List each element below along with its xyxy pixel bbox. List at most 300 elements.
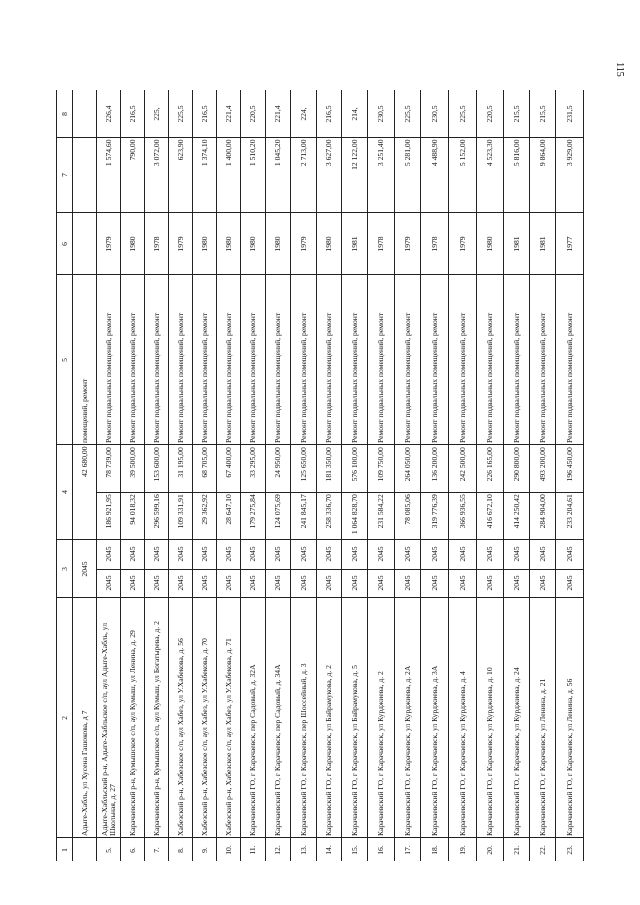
sub-cell — [241, 569, 265, 598]
cell-text: Карачаевский ГО, г Карачаевск, ул Курджиева, д. 10 — [484, 666, 494, 836]
sub-cell — [477, 569, 503, 598]
sub-cell — [121, 569, 144, 598]
cell-text: Ремонт подвальных помещений, ремонт — [298, 312, 308, 443]
cell-text: 1981 — [537, 235, 547, 252]
sub-cell — [241, 445, 265, 493]
cell-text: 2045 — [151, 575, 161, 591]
cell-text: Карачаевский ГО, г Карачаевск, ул Курджиева, д. 2А — [402, 665, 412, 836]
col-price-cell — [395, 90, 420, 137]
cell-text: 2045 — [537, 546, 547, 562]
col-num-cell — [73, 837, 96, 861]
sub-cell — [342, 569, 367, 598]
col-cost-cell — [121, 444, 144, 539]
col-year-cell — [145, 539, 168, 597]
col-cost-cell — [342, 444, 367, 539]
sub-cell — [395, 540, 420, 570]
col-area-cell — [368, 137, 394, 212]
col-area-cell — [291, 137, 316, 212]
cell-text: 24 950,00 — [272, 446, 282, 478]
cell-text: 2045 — [199, 546, 209, 562]
sub-cell — [169, 540, 192, 570]
sub-cell — [217, 569, 240, 598]
cell-text: 2045 — [127, 575, 137, 591]
sub-cell — [421, 445, 448, 493]
sub-cell — [291, 540, 316, 570]
cell-text: 2045 — [272, 546, 282, 562]
table-row — [367, 90, 394, 861]
sub-cell — [241, 492, 265, 539]
cell-text: Карачаевский ГО, г Карачаевск, ул Курджиева, д. 2 — [375, 670, 385, 836]
col-price-cell — [342, 90, 367, 137]
cell-text: Ремонт подвальных помещений, ремонт — [537, 312, 547, 443]
cell-text: 3 072,00 — [151, 139, 161, 167]
cell-text: 2045 — [298, 546, 308, 562]
sub-cell — [121, 540, 144, 570]
col-work-cell — [421, 274, 448, 444]
sub-cell — [530, 569, 555, 598]
cell-text: Ремонт подвальных помещений, ремонт — [223, 312, 233, 443]
col-area-cell — [145, 137, 168, 212]
col-area-cell — [97, 137, 120, 212]
col-area-cell — [266, 137, 290, 212]
cell-text: 5 152,00 — [457, 139, 467, 167]
cell-text: 1980 — [199, 235, 209, 252]
col-year-cell — [368, 539, 394, 597]
cell-text: Карачаевский ГО, г Карачаевск, ул Ленина, д. 56 — [564, 678, 574, 836]
col-address-cell — [266, 597, 290, 837]
col-year-cell — [477, 539, 503, 597]
cell-text: Карачаевский ГО, г Карачаевск, ул Байрамукова, д. 5 — [349, 664, 359, 836]
cell-text: Хабезский р-н, Хабезское с/п, аул Хабез, ул У.Хабекова, д. 70 — [199, 637, 209, 836]
col-work-cell — [504, 274, 529, 444]
table-row — [240, 90, 265, 861]
col-built-cell — [530, 212, 555, 274]
cell-text: 290 800,00 — [511, 446, 521, 481]
col-year-cell — [556, 539, 583, 597]
sub-cell — [449, 492, 476, 539]
col-cost-cell — [395, 444, 420, 539]
cell-text: 1979 — [298, 235, 308, 252]
cell-text: Ремонт подвальных помещений, ремонт — [402, 312, 412, 443]
col-area-cell — [317, 137, 341, 212]
cell-text: 623,90 — [175, 139, 185, 161]
col-cost-cell — [421, 444, 448, 539]
col-cost-cell — [97, 444, 120, 539]
cell-text: 214, — [349, 106, 359, 121]
cell-text: Адыге-Хабль, ул Хусена Гашокова, д 7 — [79, 710, 89, 836]
table-row — [476, 90, 503, 861]
sub-cell — [368, 540, 394, 570]
table-row — [290, 90, 316, 861]
col-price-cell — [193, 90, 216, 137]
cell-text: 1980 — [323, 235, 333, 252]
cell-text: 67 400,00 — [223, 446, 233, 478]
col-price-cell — [317, 90, 341, 137]
cell-text: Карачаевский ГО, г Карачаевск, ул Ленина, д. 21 — [537, 678, 547, 836]
cell-text: Карачаевский р-н, Кумышское с/п, аул Кумыш, ул Ленина, д. 29 — [127, 629, 137, 836]
cell-text: 1 574,60 — [103, 139, 113, 167]
cell-text: Карачаевский ГО, г Карачаевск, ул Курджиева, д. 4 — [457, 670, 467, 836]
col-num-cell — [317, 837, 341, 861]
cell-text: 12. — [272, 844, 282, 855]
col-built-cell — [121, 212, 144, 274]
col-area-cell — [504, 137, 529, 212]
cell-text: 1 045,20 — [272, 139, 282, 167]
sub-cell — [145, 492, 168, 539]
col-built-cell — [556, 212, 583, 274]
col-area-cell — [217, 137, 240, 212]
cell-text: 2045 — [175, 575, 185, 591]
cell-text: 2045 — [457, 546, 467, 562]
col-address-cell — [368, 597, 394, 837]
sub-cell — [530, 492, 555, 539]
cell-text: 221,4 — [223, 104, 233, 123]
cell-text: 13. — [298, 844, 308, 855]
col-work-cell — [266, 274, 290, 444]
col-work-cell — [368, 274, 394, 444]
col-price-cell — [291, 90, 316, 137]
table-row — [394, 90, 420, 861]
col-price-cell — [449, 90, 476, 137]
table-row — [265, 90, 290, 861]
sub-cell — [145, 540, 168, 570]
cell-text: 220,5 — [247, 104, 257, 123]
cell-text: 2045 — [151, 546, 161, 562]
sub-cell — [217, 492, 240, 539]
cell-text: 2045 — [175, 546, 185, 562]
col-num-cell — [169, 837, 192, 861]
cell-text: 319 776,39 — [429, 493, 439, 528]
cell-text: 224, — [298, 106, 308, 121]
cell-text: 68 705,00 — [199, 446, 209, 478]
col-address-cell — [241, 597, 265, 837]
cell-text: 21. — [511, 844, 521, 855]
col-built-cell — [145, 212, 168, 274]
header-label: 6 — [59, 241, 69, 246]
col-num-cell — [368, 837, 394, 861]
sub-cell — [169, 569, 192, 598]
cell-text: 2045 — [127, 546, 137, 562]
col-built-cell — [421, 212, 448, 274]
header-cell — [57, 137, 72, 212]
cell-text: 1979 — [175, 235, 185, 252]
header-label: 2 — [59, 715, 69, 720]
cell-text: 5. — [103, 846, 113, 853]
col-address-cell — [145, 597, 168, 837]
cell-text: 225,5 — [402, 104, 412, 123]
col-year-cell — [395, 539, 420, 597]
col-work-cell — [530, 274, 555, 444]
col-price-cell — [504, 90, 529, 137]
table-row — [448, 90, 476, 861]
cell-text: 296 599,16 — [151, 493, 161, 528]
col-cost-cell — [266, 444, 290, 539]
sub-cell — [368, 569, 394, 598]
sub-cell — [193, 540, 216, 570]
col-area-cell — [121, 137, 144, 212]
col-work-cell — [556, 274, 583, 444]
sub-cell — [530, 445, 555, 493]
cell-text: 2045 — [103, 546, 113, 562]
cell-text: 2045 — [484, 546, 494, 562]
table-row — [503, 90, 529, 861]
cell-text: 225,5 — [457, 104, 467, 123]
cell-text: 22. — [537, 844, 547, 855]
sub-cell — [169, 445, 192, 493]
col-num-cell — [477, 837, 503, 861]
col-work-cell — [73, 274, 96, 444]
cell-text: 109 331,91 — [175, 493, 185, 528]
cell-text: 2045 — [402, 546, 412, 562]
cell-text: 2045 — [298, 575, 308, 591]
cell-text: Карачаевский ГО, г Карачаевск, ул Курджиева, д. 3А — [429, 665, 439, 836]
sub-cell — [504, 569, 529, 598]
table-row — [420, 90, 448, 861]
cell-text: 220,5 — [484, 104, 494, 123]
cell-text: Ремонт подвальных помещений, ремонт — [375, 312, 385, 443]
cell-text: 179 275,84 — [247, 493, 257, 528]
cell-text: 181 350,00 — [323, 446, 333, 481]
sub-cell — [97, 492, 120, 539]
header-label: 8 — [59, 111, 69, 116]
cell-text: Ремонт подвальных помещений, ремонт — [429, 312, 439, 443]
col-num-cell — [193, 837, 216, 861]
cell-text: Ремонт подвальных помещений, ремонт — [103, 312, 113, 443]
cell-text: Ремонт подвальных помещений, ремонт — [272, 312, 282, 443]
col-address-cell — [121, 597, 144, 837]
cell-text: 1979 — [103, 235, 113, 252]
col-address-cell — [421, 597, 448, 837]
cell-text: 2045 — [199, 575, 209, 591]
col-built-cell — [97, 212, 120, 274]
table-row — [529, 90, 555, 861]
cell-text: 11. — [247, 844, 257, 855]
col-address-cell — [395, 597, 420, 837]
col-work-cell — [241, 274, 265, 444]
col-area-cell — [449, 137, 476, 212]
sub-cell — [556, 492, 583, 539]
sub-cell — [556, 569, 583, 598]
col-year-cell — [73, 539, 96, 597]
col-address-cell — [317, 597, 341, 837]
cell-text: 366 936,55 — [457, 493, 467, 528]
cell-text: 5 816,00 — [511, 139, 521, 167]
cell-text: Карачаевский ГО, г Карачаевск, пер Шоссейный, д. 3 — [298, 662, 308, 836]
col-cost-cell — [477, 444, 503, 539]
sub-cell — [342, 492, 367, 539]
cell-text: 1979 — [457, 235, 467, 252]
col-year-cell — [504, 539, 529, 597]
cell-text: 1980 — [484, 235, 494, 252]
col-area-cell — [241, 137, 265, 212]
cell-text: 2045 — [103, 575, 113, 591]
table-row — [555, 90, 584, 861]
page-number: 115 — [613, 62, 625, 77]
col-built-cell — [477, 212, 503, 274]
table-row — [72, 90, 96, 861]
col-num-cell — [217, 837, 240, 861]
cell-text: 136 200,00 — [429, 446, 439, 481]
sub-cell — [556, 445, 583, 493]
cell-text: 2045 — [323, 546, 333, 562]
cell-text: 1 064 828,70 — [349, 493, 359, 534]
col-cost-cell — [556, 444, 583, 539]
col-area-cell — [73, 137, 96, 212]
col-cost-cell — [169, 444, 192, 539]
col-built-cell — [317, 212, 341, 274]
table-row — [144, 90, 168, 861]
col-area-cell — [556, 137, 583, 212]
sub-cell — [449, 445, 476, 493]
table-row — [216, 90, 240, 861]
header-label: 3 — [59, 566, 69, 571]
sub-cell — [504, 492, 529, 539]
header-label: 7 — [59, 173, 69, 177]
cell-text: 230,5 — [375, 104, 385, 123]
sub-cell — [291, 492, 316, 539]
cell-text: 23. — [564, 844, 574, 855]
table-row — [96, 90, 120, 861]
sub-cell — [504, 540, 529, 570]
sub-cell — [291, 445, 316, 493]
cell-text: 15. — [349, 844, 359, 855]
sub-cell — [266, 492, 290, 539]
cell-text: 39 500,00 — [127, 446, 137, 478]
cell-text: 6. — [127, 846, 137, 853]
sub-cell — [395, 569, 420, 598]
col-area-cell — [477, 137, 503, 212]
col-price-cell — [421, 90, 448, 137]
cell-text: 33 295,00 — [247, 446, 257, 478]
cell-text: 231 584,22 — [375, 493, 385, 528]
header-label: 5 — [59, 357, 69, 362]
cell-text: 2045 — [223, 575, 233, 591]
cell-text: 1978 — [429, 235, 439, 252]
col-address-cell — [97, 597, 120, 837]
cell-text: 109 750,00 — [375, 446, 385, 481]
header-label: 4 — [59, 490, 69, 494]
header-cell — [57, 444, 72, 539]
cell-text: 284 904,00 — [537, 493, 547, 528]
cell-text: Хабезский р-н, Хабезское с/п, аул Хабез, ул У.Хабекова, д. 56 — [175, 637, 185, 836]
cell-text: 258 336,70 — [323, 493, 333, 528]
cell-text: 231,5 — [564, 104, 574, 123]
sub-cell — [477, 540, 503, 570]
col-num-cell — [556, 837, 583, 861]
col-address-cell — [530, 597, 555, 837]
cell-text: 153 600,00 — [151, 446, 161, 481]
cell-text: 2045 — [402, 575, 412, 591]
cell-text: 3 929,00 — [564, 139, 574, 167]
cell-text: 416 672,10 — [484, 493, 494, 528]
col-address-cell — [556, 597, 583, 837]
cell-text: 18. — [429, 844, 439, 855]
cell-text: 493 200,00 — [537, 446, 547, 481]
col-cost-cell — [317, 444, 341, 539]
col-built-cell — [169, 212, 192, 274]
sub-cell — [477, 492, 503, 539]
cell-text: 215,5 — [511, 104, 521, 123]
header-label: 1 — [59, 847, 69, 852]
cell-text: 576 100,00 — [349, 446, 359, 481]
cell-text: 1 374,10 — [199, 139, 209, 167]
table-row — [316, 90, 341, 861]
cell-text: 1979 — [402, 235, 412, 252]
sub-cell — [97, 445, 120, 493]
col-cost-cell — [73, 444, 96, 539]
cell-text: 225,5 — [175, 104, 185, 123]
cell-text: Карачаевский ГО, г Карачаевск, пер Садовый, д. 34А — [272, 663, 282, 836]
sub-cell — [530, 540, 555, 570]
cell-text: 2045 — [223, 546, 233, 562]
col-num-cell — [121, 837, 144, 861]
sub-cell — [241, 540, 265, 570]
col-built-cell — [368, 212, 394, 274]
cell-text: 1980 — [127, 235, 137, 252]
col-work-cell — [291, 274, 316, 444]
col-year-cell — [342, 539, 367, 597]
sub-cell — [266, 569, 290, 598]
col-area-cell — [193, 137, 216, 212]
col-built-cell — [395, 212, 420, 274]
header-cell — [57, 212, 72, 274]
header-cell — [57, 837, 72, 861]
cell-text: 7. — [151, 846, 161, 853]
cell-text: 5 281,00 — [402, 139, 412, 167]
sub-cell — [217, 540, 240, 570]
sub-cell — [266, 540, 290, 570]
cell-text: 2045 — [484, 575, 494, 591]
table-row — [341, 90, 367, 861]
sub-cell — [317, 445, 341, 493]
col-built-cell — [342, 212, 367, 274]
cell-text: 414 250,42 — [511, 493, 521, 528]
col-work-cell — [193, 274, 216, 444]
col-cost-cell — [217, 444, 240, 539]
cell-text: 2045 — [247, 546, 257, 562]
col-price-cell — [121, 90, 144, 137]
cell-text: 2045 — [429, 546, 439, 562]
cell-text: 124 075,69 — [272, 493, 282, 528]
sub-cell — [449, 569, 476, 598]
cell-text: 10. — [223, 844, 233, 855]
sub-cell — [121, 492, 144, 539]
col-address-cell — [504, 597, 529, 837]
cell-text: 2045 — [511, 575, 521, 591]
cell-text: 3 251,40 — [375, 139, 385, 167]
col-work-cell — [121, 274, 144, 444]
sub-cell — [193, 569, 216, 598]
col-address-cell — [449, 597, 476, 837]
col-year-cell — [121, 539, 144, 597]
cell-text: 31 195,00 — [175, 446, 185, 478]
sub-cell — [169, 492, 192, 539]
col-built-cell — [291, 212, 316, 274]
sub-cell — [368, 445, 394, 493]
col-area-cell — [421, 137, 448, 212]
cell-text: 1981 — [349, 235, 359, 252]
sub-cell — [449, 540, 476, 570]
cell-text: Ремонт подвальных помещений, ремонт — [484, 312, 494, 443]
cell-text: 125 650,00 — [298, 446, 308, 481]
col-built-cell — [504, 212, 529, 274]
col-built-cell — [73, 212, 96, 274]
cell-text: 3 627,00 — [323, 139, 333, 167]
col-year-cell — [169, 539, 192, 597]
cell-text: Ремонт подвальных помещений, ремонт — [151, 312, 161, 443]
header-cell — [57, 539, 72, 597]
col-num-cell — [266, 837, 290, 861]
